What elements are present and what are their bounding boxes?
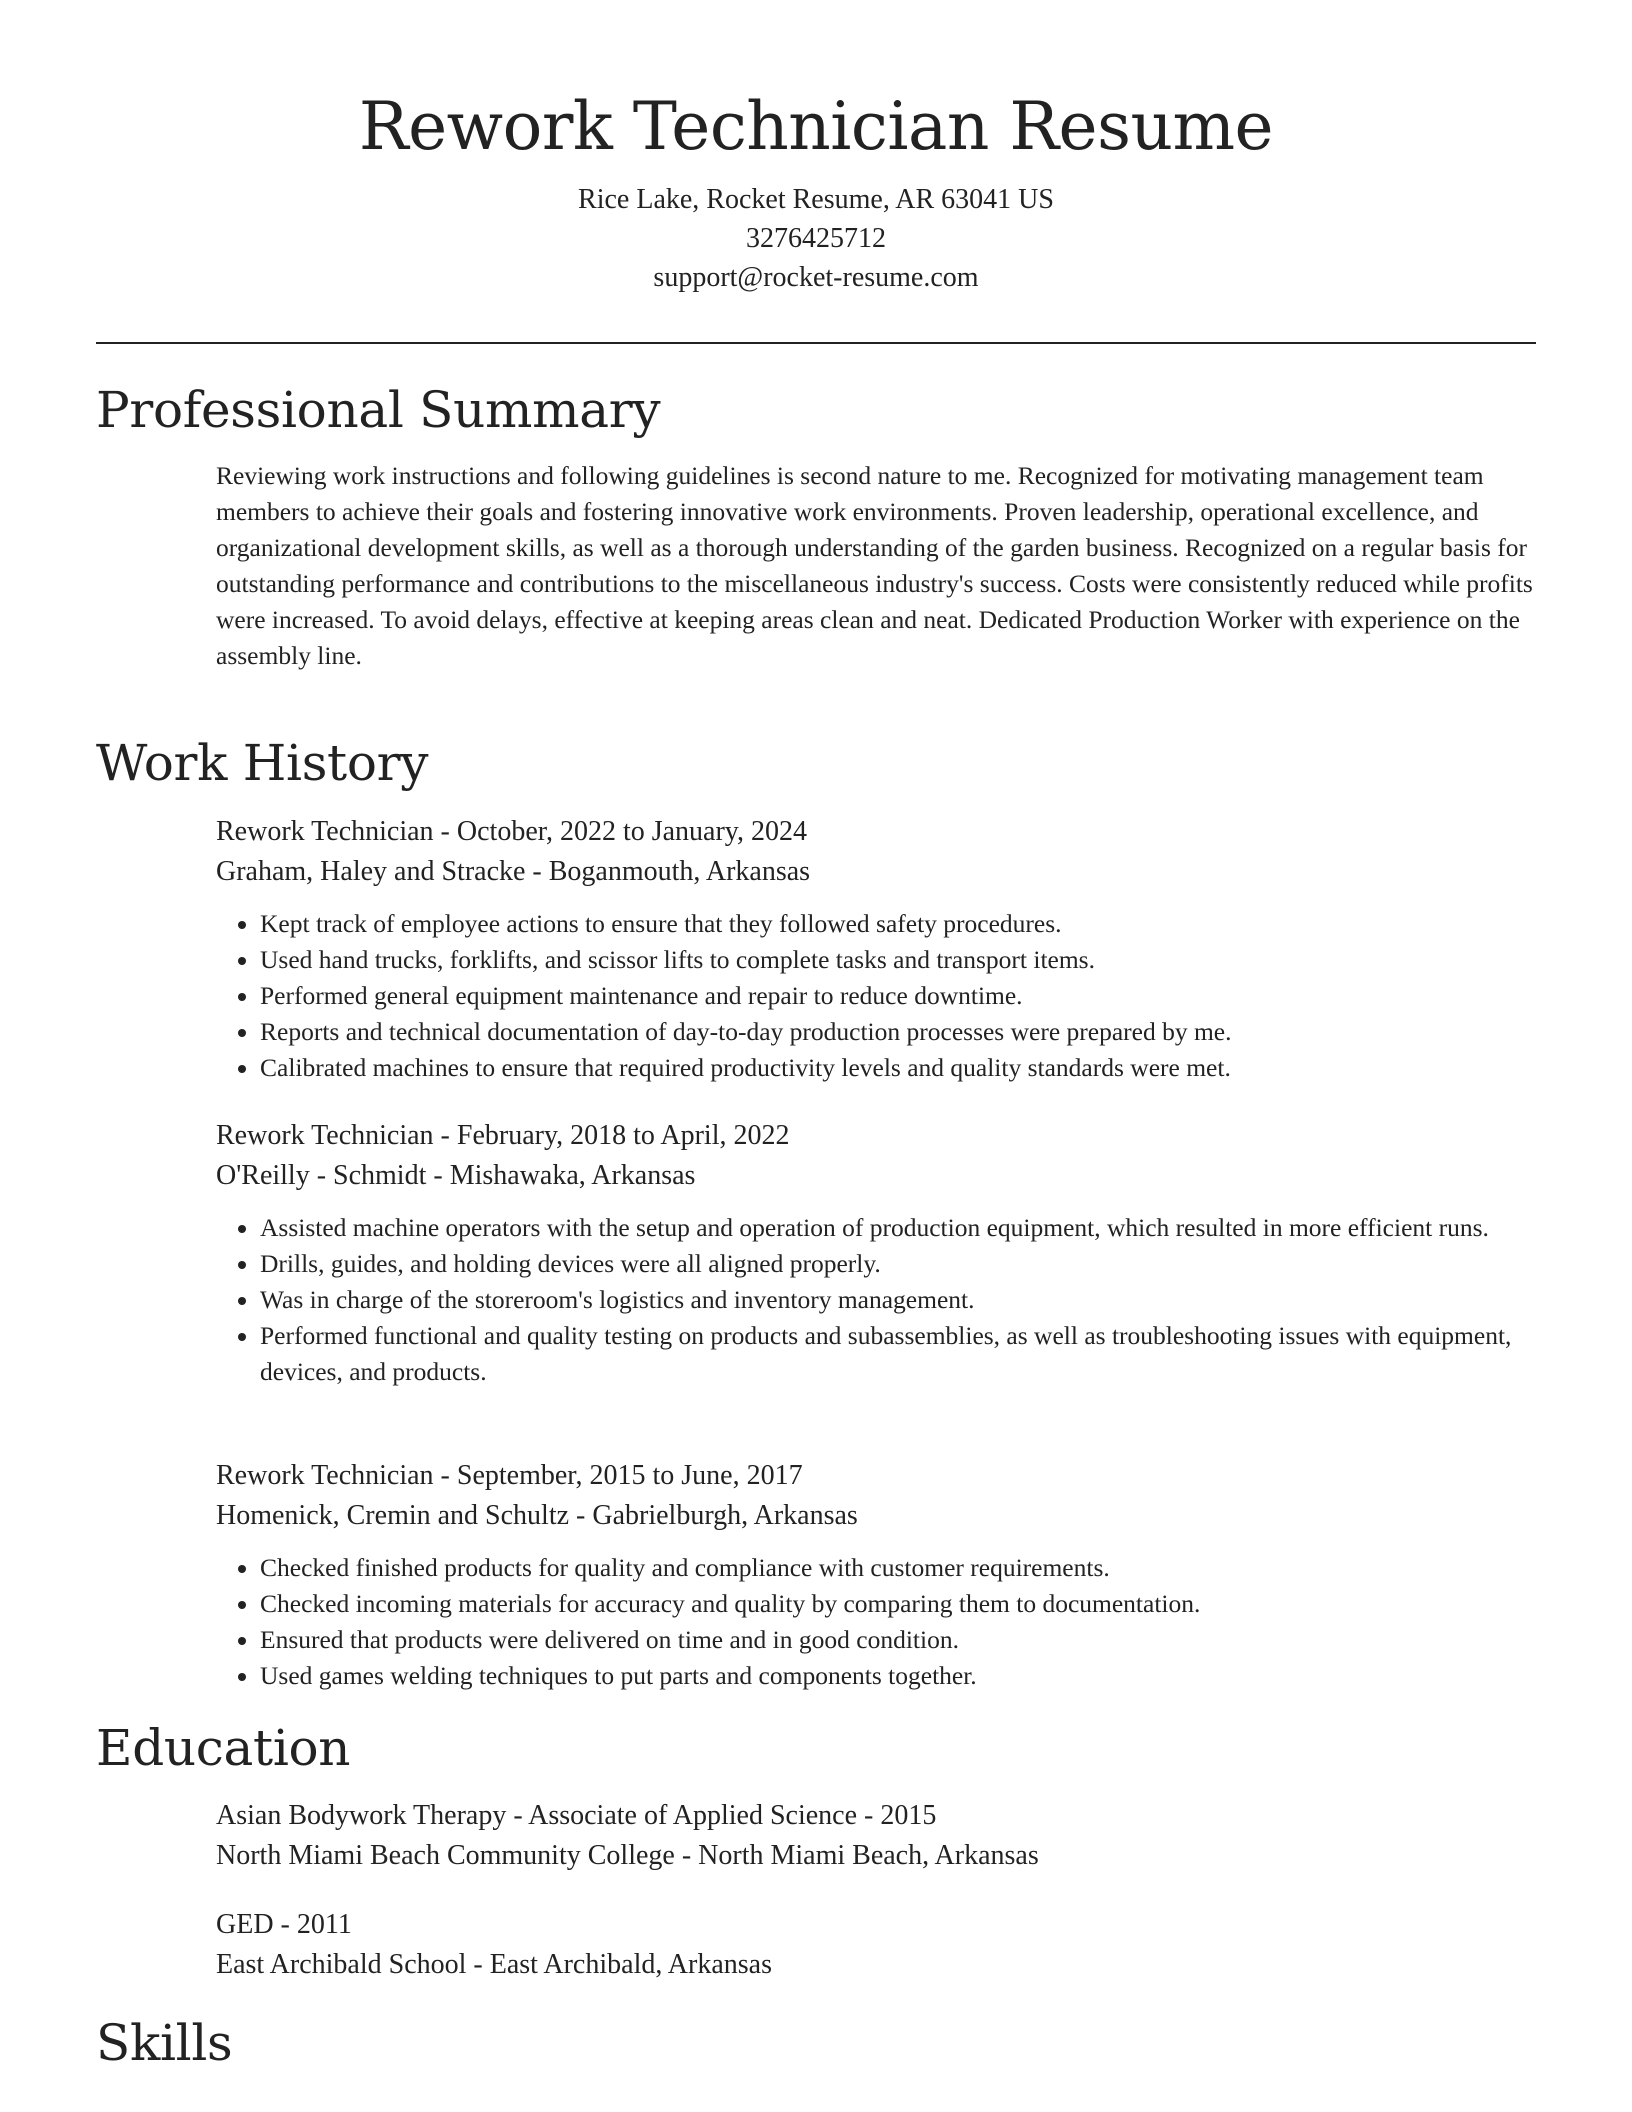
job-bullet-list: [216, 1550, 1536, 1694]
education-entry: [216, 1905, 1536, 1985]
job-company-line: Homenick, Cremin and Schultz - Gabrielburgh, Arkansas: [216, 1500, 858, 1531]
summary-block: [216, 458, 1536, 674]
job-title-line: Rework Technician - February, 2018 to April, 2022: [216, 1120, 790, 1151]
job-bullet-list: [216, 1210, 1536, 1390]
contact-email: support@rocket-resume.com: [653, 262, 979, 293]
job-bullet: • Used games welding techniques to put parts and components together.: [260, 1658, 1536, 1694]
job-bullet: • Checked incoming materials for accuracy and quality by comparing them to documentation.: [260, 1586, 1536, 1622]
job-entry: [216, 1116, 1536, 1390]
header-divider: [96, 342, 1536, 344]
job-bullet: • Checked finished products for quality and compliance with customer requirements.: [260, 1550, 1536, 1586]
summary-heading: Professional Summary: [96, 381, 661, 439]
job-bullet: • Was in charge of the storeroom's logistics and inventory management.: [260, 1282, 1536, 1318]
job-bullet: • Performed general equipment maintenance and repair to reduce downtime.: [260, 978, 1536, 1014]
job-bullet-list: [216, 906, 1536, 1086]
education-school-line: East Archibald School - East Archibald, Arkansas: [216, 1949, 772, 1980]
education-degree-line: GED - 2011: [216, 1909, 352, 1940]
contact-phone: 3276425712: [746, 223, 886, 254]
job-company-line: O'Reilly - Schmidt - Mishawaka, Arkansas: [216, 1160, 696, 1191]
summary-text: Reviewing work instructions and following guidelines is second nature to me. Recognized for motivating management team members to achieve their goals and fostering innovative work environments. Proven leadership, operational excellence, and organizational development skills, as well as a thorough understanding of the garden business. Recognized on a regular basis for outstanding performance and contributions to the miscellaneous industry's success. Costs were consistently reduced while profits were increased. To avoid delays, effective at keeping areas clean and neat. Dedicated Production Worker with experience on the assembly line.: [216, 461, 1533, 670]
job-bullet: • Kept track of employee actions to ensure that they followed safety procedures.: [260, 906, 1536, 942]
education-school-line: North Miami Beach Community College - North Miami Beach, Arkansas: [216, 1840, 1039, 1871]
skills-heading: Skills: [96, 2014, 233, 2072]
resume-header: [96, 82, 1536, 297]
job-bullet: • Drills, guides, and holding devices were all aligned properly.: [260, 1246, 1536, 1282]
resume-title: Rework Technician Resume: [358, 88, 1274, 165]
education-heading: Education: [96, 1719, 351, 1777]
education-degree-line: Asian Bodywork Therapy - Associate of Applied Science - 2015: [216, 1800, 937, 1831]
job-company-line: Graham, Haley and Stracke - Boganmouth, Arkansas: [216, 856, 811, 887]
job-bullet: • Assisted machine operators with the setup and operation of production equipment, which resulted in more efficient runs.: [260, 1210, 1536, 1246]
job-entry: [216, 812, 1536, 1086]
job-bullet: • Performed functional and quality testing on products and subassemblies, as well as troubleshooting issues with equipment, devices, and products.: [260, 1318, 1536, 1390]
job-bullet: • Used hand trucks, forklifts, and scissor lifts to complete tasks and transport items.: [260, 942, 1536, 978]
job-title-line: Rework Technician - October, 2022 to January, 2024: [216, 816, 807, 847]
work-history-heading: Work History: [96, 734, 429, 792]
contact-address: Rice Lake, Rocket Resume, AR 63041 US: [578, 184, 1054, 215]
job-bullet: • Reports and technical documentation of day-to-day production processes were prepared by me.: [260, 1014, 1536, 1050]
job-entry: [216, 1456, 1536, 1694]
job-bullet: • Calibrated machines to ensure that required productivity levels and quality standards were met.: [260, 1050, 1536, 1086]
education-entry: [216, 1796, 1536, 1876]
job-bullet: • Ensured that products were delivered on time and in good condition.: [260, 1622, 1536, 1658]
job-title-line: Rework Technician - September, 2015 to June, 2017: [216, 1460, 803, 1491]
